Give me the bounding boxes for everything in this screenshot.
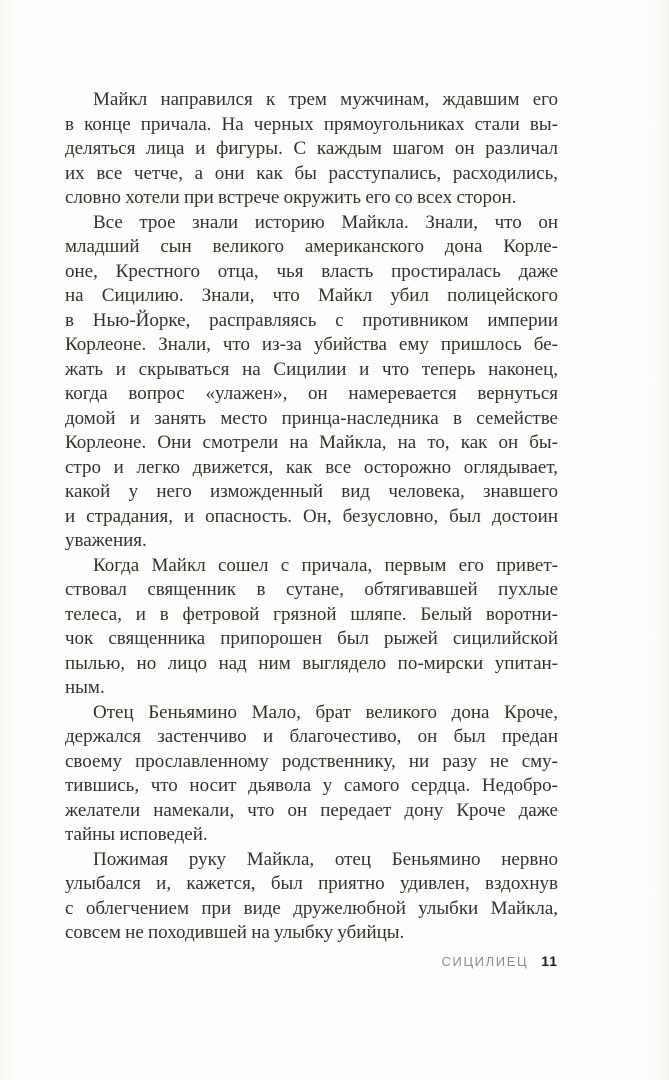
text-line: тайны исповедей.	[65, 824, 208, 845]
text-line: их все четче, а они как бы расступались, расходились,	[65, 162, 558, 184]
running-title: СИЦИЛИЕЦ	[441, 954, 529, 969]
text-line: пылью, но лицо над ним выглядело по-мирски упитан-	[65, 652, 558, 674]
text-line: Корлеоне. Знали, что из-за убийства ему пришлось бе-	[65, 334, 558, 355]
text-line: словно хотели при встрече окружить его со всех сторон.	[65, 187, 517, 208]
text-line: Когда Майкл сошел с причала, первым его привет-	[93, 554, 558, 576]
text-line: когда вопрос «улажен», он намеревается вернуться	[65, 383, 558, 404]
text-line: стро и легко движется, как все осторожно оглядывает,	[65, 456, 558, 478]
text-line: желатели намекали, что он передает дону Кроче даже	[65, 799, 558, 821]
paragraph	[65, 88, 558, 211]
text-line: улыбался и, кажется, был приятно удивлен, вздохнув	[65, 873, 558, 894]
text-line: на Сицилию. Знали, что Майкл убил полицейского	[65, 285, 558, 306]
paragraph	[65, 211, 558, 554]
text-line: держался застенчиво и благочестиво, он был предан	[65, 726, 558, 747]
text-line: ствовал священник в сутане, обтягивавшей пухлые	[65, 579, 558, 600]
text-line: совсем не походившей на улыбку убийцы.	[65, 922, 405, 943]
text-line: тившись, что носит дьявола у самого сердца. Недобро-	[65, 775, 558, 796]
text-line: Майкл направился к трем мужчинам, ждавшим его	[93, 89, 558, 110]
text-line: и страдания, и опасность. Он, безусловно, был достоин	[65, 505, 558, 527]
text-line: чок священника припорошен был рыжей сицилийской	[65, 628, 558, 649]
text-line: жать и скрываться на Сицилии и что теперь наконец,	[65, 358, 558, 380]
text-line: Отец Беньямино Мало, брат великого дона Кроче,	[93, 701, 558, 723]
text-line: уважения.	[65, 530, 147, 551]
text-line: ным.	[65, 677, 105, 698]
page-footer	[65, 953, 558, 971]
text-line: деляться лица и фигуры. С каждым шагом он различал	[65, 138, 558, 159]
text-line: Пожимая руку Майкла, отец Беньямино нервно	[93, 848, 558, 870]
text-line: в конце причала. На черных прямоугольниках стали вы-	[65, 113, 558, 135]
text-line: Все трое знали историю Майкла. Знали, что он	[93, 211, 558, 233]
page-text	[65, 88, 558, 946]
page-number: 11	[541, 953, 558, 969]
paragraph	[65, 848, 558, 946]
text-line: младший сын великого американского дона Корле-	[65, 236, 558, 257]
text-line: какой у него изможденный вид человека, знавшего	[65, 481, 558, 502]
text-line: с облегчением при виде дружелюбной улыбки Майкла,	[65, 897, 558, 919]
paragraph	[65, 554, 558, 701]
text-line: в Нью-Йорке, расправляясь с противником империи	[65, 309, 558, 331]
text-line: оне, Крестного отца, чья власть простиралась даже	[65, 260, 558, 282]
text-line: домой и занять место принца-наследника в семействе	[65, 407, 558, 429]
text-line: телеса, и в фетровой грязной шляпе. Белый воротни-	[65, 603, 558, 625]
paragraph	[65, 701, 558, 848]
text-line: своему прославленному родственнику, ни разу не сму-	[65, 750, 558, 772]
text-line: Корлеоне. Они смотрели на Майкла, на то, как он бы-	[65, 432, 558, 453]
